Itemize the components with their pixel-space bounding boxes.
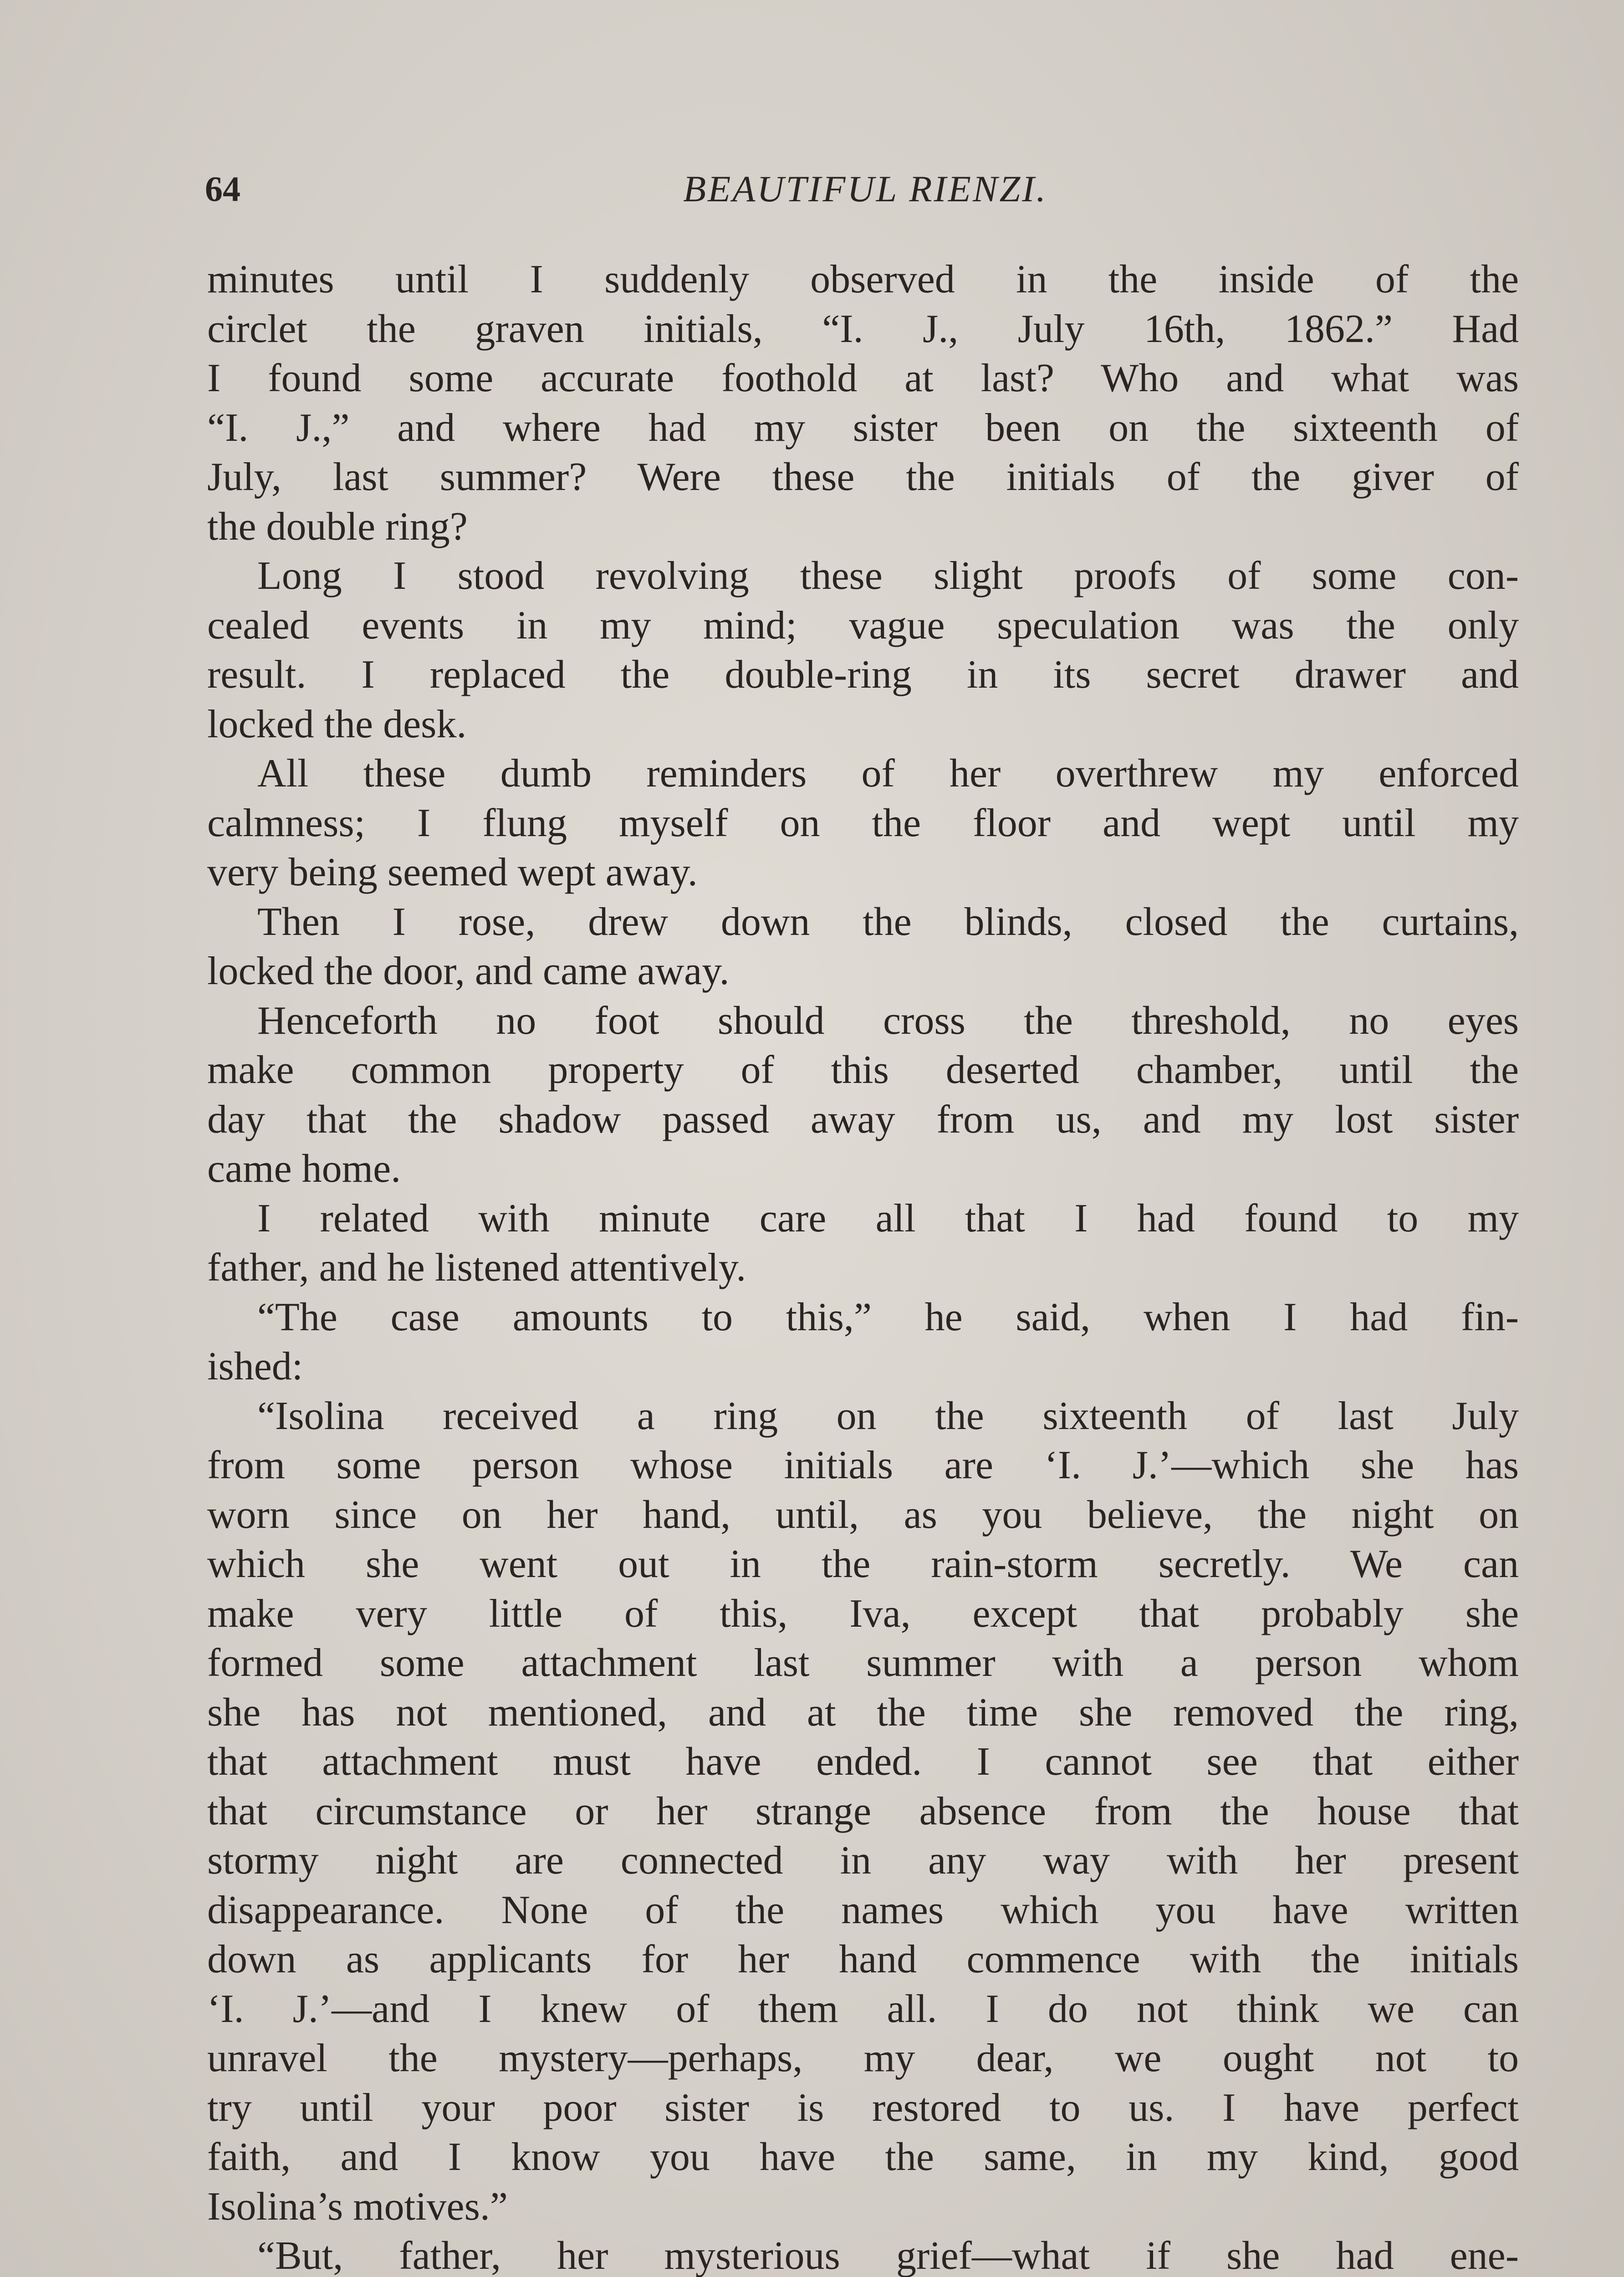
text-line: July, last summer? Were these the initials of the giver of [207, 455, 1519, 499]
text-line: make common property of this deserted chamber, until the [207, 1048, 1519, 1092]
page-number: 64 [205, 169, 240, 209]
text-line: Then I rose, drew down the blinds, closed the curtains, [257, 899, 1519, 944]
text-line: “But, father, her mysterious grief—what if she had ene- [257, 2234, 1519, 2277]
text-line: she has not mentioned, and at the time she removed the ring, [207, 1690, 1519, 1735]
text-line: cealed events in my mind; vague speculation was the only [207, 603, 1519, 648]
text-line: formed some attachment last summer with a person whom [207, 1641, 1519, 1685]
text-line: disappearance. None of the names which you have written [207, 1888, 1519, 1932]
text-line: Henceforth no foot should cross the threshold, no eyes [257, 998, 1519, 1043]
text-line: worn since on her hand, until, as you believe, the night on [207, 1492, 1519, 1537]
text-line: All these dumb reminders of her overthrew my enforced [257, 751, 1519, 796]
text-line: try until your poor sister is restored to us. I have perfect [207, 2085, 1519, 2130]
text-line: the double ring? [207, 504, 468, 549]
text-line: I related with minute care all that I had found to my [257, 1196, 1519, 1241]
page-header [205, 164, 1526, 214]
text-line: very being seemed wept away. [207, 850, 698, 894]
running-title: BEAUTIFUL RIENZI. [683, 168, 1047, 209]
text-line: minutes until I suddenly observed in the inside of the [207, 257, 1519, 301]
text-line: came home. [207, 1147, 401, 1191]
text-line: from some person whose initials are ‘I. J.’—which she has [207, 1443, 1519, 1487]
text-line: result. I replaced the double-ring in its secret drawer and [207, 653, 1519, 697]
text-line: down as applicants for her hand commence with the initials [207, 1937, 1519, 1981]
text-line: “The case amounts to this,” he said, when I had fin- [257, 1295, 1519, 1339]
text-line: ished: [207, 1344, 303, 1389]
text-line: which she went out in the rain-storm secretly. We can [207, 1542, 1519, 1586]
text-line: stormy night are connected in any way with her present [207, 1838, 1519, 1883]
text-line: that circumstance or her strange absence from the house that [207, 1789, 1519, 1833]
text-line: faith, and I know you have the same, in my kind, good [207, 2135, 1519, 2179]
text-line: calmness; I flung myself on the floor and wept until my [207, 801, 1519, 845]
text-line: locked the door, and came away. [207, 949, 730, 993]
text-line: that attachment must have ended. I cannot see that either [207, 1740, 1519, 1784]
text-line: unravel the mystery—perhaps, my dear, we ought not to [207, 2036, 1519, 2080]
text-line: “Isolina received a ring on the sixteenth of last July [257, 1394, 1519, 1438]
text-line: day that the shadow passed away from us, and my lost sister [207, 1097, 1519, 1142]
text-line: Isolina’s motives.” [207, 2184, 508, 2229]
body-text [207, 255, 1519, 2277]
text-line: I found some accurate foothold at last? Who and what was [207, 356, 1519, 400]
text-line: make very little of this, Iva, except that probably she [207, 1591, 1519, 1636]
text-line: Long I stood revolving these slight proofs of some con- [257, 554, 1519, 598]
text-line: ‘I. J.’—and I knew of them all. I do not think we can [207, 1986, 1519, 2031]
text-line: locked the desk. [207, 702, 467, 746]
text-line: “I. J.,” and where had my sister been on the sixteenth of [207, 405, 1519, 450]
text-line: circlet the graven initials, “I. J., July 16th, 1862.” Had [207, 306, 1519, 351]
text-line: father, and he listened attentively. [207, 1246, 746, 1290]
